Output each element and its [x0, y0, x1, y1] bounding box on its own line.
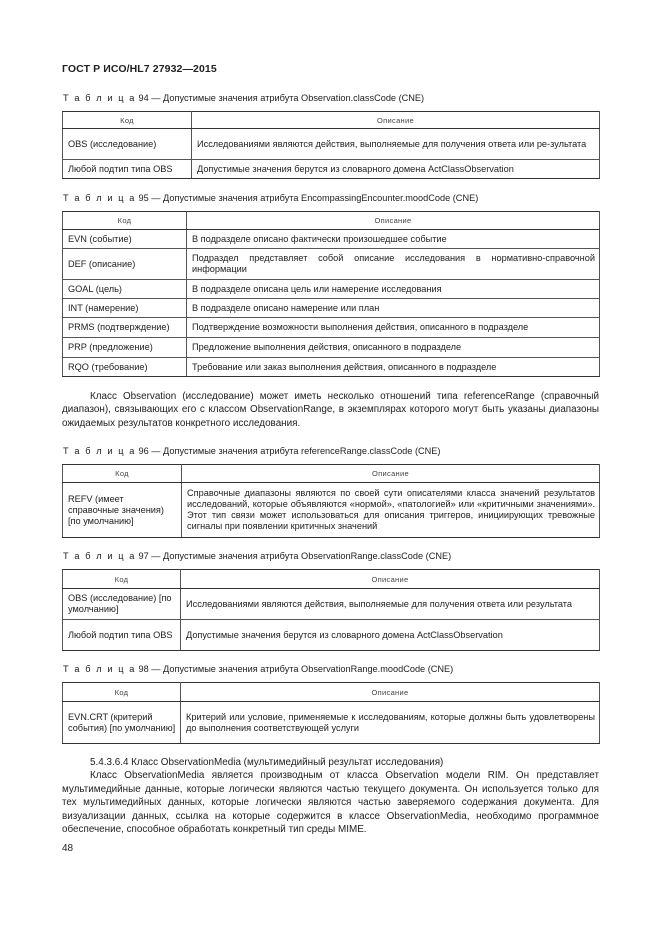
column-header-code: Код — [63, 465, 182, 483]
paragraph-text: Класс Observation (исследование) может иметь несколько отношений типа referenceRange (справочный диапазон), связывающих его с классом ObservationRange, в экземплярах которого могут быть указаны диапазоны ожидаемых результатов конкретного исследования. — [62, 391, 599, 429]
table-cell-description: Требование или заказ выполнения действия, описанного в подразделе — [187, 358, 600, 377]
table-cell-code: REFV (имеет справочные значения) [по умолчанию] — [63, 483, 182, 538]
table-95-caption — [63, 193, 478, 203]
paragraph-text: Класс ObservationMedia является производным от класса Observation модели RIM. Он представляет мультимедийные данные, которые логически являются частью текущего документа. Он используется только для тех мультимедийных данных, которые логически являются частью заверяемого содержания документа. Для визуализации данных, ссылка на которые содержится в классе ObservationMedia, необходимо программное обеспечение, способное обработать конкретный тип среды MIME. — [62, 770, 599, 836]
caption-text: 95 — Допустимые значения атрибута EncompassingEncounter.moodCode (CNE) — [138, 193, 479, 203]
table-94 — [62, 111, 600, 179]
table-97 — [62, 569, 600, 651]
column-header-code: Код — [63, 112, 192, 129]
column-header-code: Код — [63, 683, 181, 702]
column-header-description: Описание — [182, 465, 600, 483]
page-number: 48 — [62, 843, 74, 854]
table-95 — [62, 211, 600, 377]
table-96-caption — [63, 446, 440, 456]
table-98-caption — [63, 664, 453, 674]
table-cell-description: Предложение выполнения действия, описанного в подразделе — [187, 338, 600, 358]
table-cell-code: PRMS (подтверждение) — [63, 318, 187, 338]
table-98 — [62, 682, 600, 744]
table-cell-code: PRP (предложение) — [63, 338, 187, 358]
section-title: 5.4.3.6.4 Класс ObservationMedia (мультимедийный результат исследования) — [90, 757, 444, 768]
paragraph-reference-range — [62, 390, 599, 430]
caption-text: 94 — Допустимые значения атрибута Observation.classCode (CNE) — [138, 93, 425, 103]
table-label: Т а б л и ц а — [63, 446, 136, 456]
table-cell-description: Подраздел представляет собой описание исследования в нормативно-справочной информации — [187, 249, 600, 280]
caption-text: 96 — Допустимые значения атрибута referenceRange.classCode (CNE) — [138, 446, 441, 456]
table-cell-code: Любой подтип типа OBS — [63, 160, 192, 179]
table-cell-code: EVN.CRT (критерий события) [по умолчанию] — [63, 702, 181, 744]
section-5-4-3-6-4 — [62, 756, 599, 836]
column-header-code: Код — [63, 570, 181, 589]
table-label: Т а б л и ц а — [63, 551, 136, 561]
table-label: Т а б л и ц а — [63, 664, 136, 674]
table-cell-description: В подразделе описано фактически произошедшее событие — [187, 230, 600, 249]
table-cell-description: Справочные диапазоны являются по своей сути описателями класса значений результатов исследований, которые объявляются «нормой», «патологией» или «критичными значениями». Этот тип связи может использоваться для описания триггеров, инициирующих тревожные сигналы при появлении критичных значений — [182, 483, 600, 538]
table-cell-code: GOAL (цель) — [63, 280, 187, 299]
table-label: Т а б л и ц а — [63, 93, 136, 103]
table-cell-description: В подразделе описано намерение или план — [187, 299, 600, 318]
caption-text: 98 — Допустимые значения атрибута ObservationRange.moodCode (CNE) — [138, 664, 454, 674]
column-header-description: Описание — [187, 212, 600, 230]
table-cell-description: Исследованиями являются действия, выполняемые для получения ответа или ре-зультата — [192, 129, 600, 160]
table-cell-code: INT (намерение) — [63, 299, 187, 318]
section-heading — [62, 756, 599, 769]
column-header-description: Описание — [192, 112, 600, 129]
table-cell-code: Любой подтип типа OBS — [63, 620, 181, 651]
table-96 — [62, 464, 600, 538]
table-cell-description: Исследованиями являются действия, выполняемые для получения ответа или результата — [181, 589, 600, 620]
column-header-description: Описание — [181, 683, 600, 702]
table-97-caption — [63, 551, 451, 561]
document-header: ГОСТ Р ИСО/HL7 27932—2015 — [62, 63, 217, 75]
column-header-description: Описание — [181, 570, 600, 589]
table-cell-code: EVN (событие) — [63, 230, 187, 249]
table-cell-code: DEF (описание) — [63, 249, 187, 280]
table-cell-code: OBS (исследование) — [63, 129, 192, 160]
caption-text: 97 — Допустимые значения атрибута ObservationRange.classCode (CNE) — [138, 551, 452, 561]
table-cell-description: Подтверждение возможности выполнения действия, описанного в подразделе — [187, 318, 600, 338]
table-cell-description: Допустимые значения берутся из словарного домена ActClassObservation — [181, 620, 600, 651]
paragraph-observation-media — [62, 769, 599, 836]
table-94-caption — [63, 93, 424, 103]
table-cell-code: RQO (требование) — [63, 358, 187, 377]
table-label: Т а б л и ц а — [63, 193, 136, 203]
table-cell-description: Допустимые значения берутся из словарного домена ActClassObservation — [192, 160, 600, 179]
table-cell-description: Критерий или условие, применяемые к исследованиям, которые должны быть удовлетворены до выполнения соответствующей услуги — [181, 702, 600, 744]
table-cell-code: OBS (исследование) [по умолчанию] — [63, 589, 181, 620]
column-header-code: Код — [63, 212, 187, 230]
table-cell-description: В подразделе описана цель или намерение исследования — [187, 280, 600, 299]
